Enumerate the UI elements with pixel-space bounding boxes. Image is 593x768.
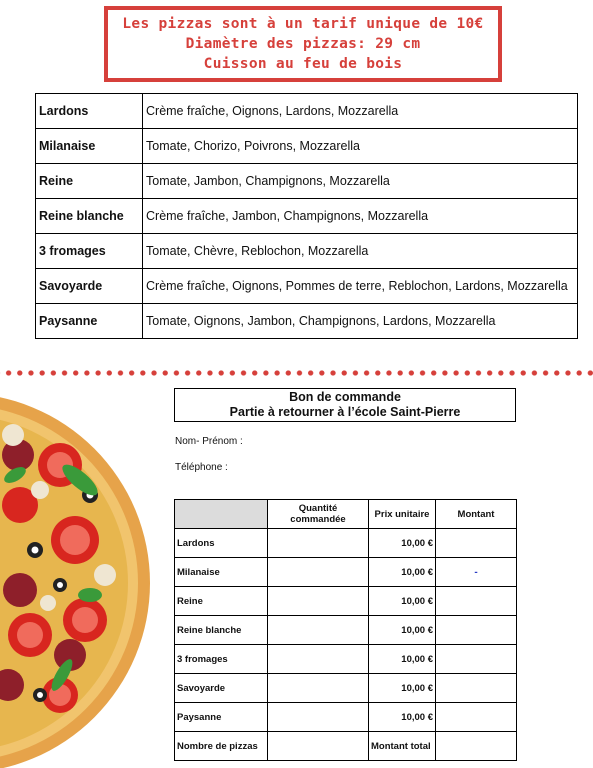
order-row xyxy=(175,616,517,645)
menu-ingredients: Crème fraîche, Jambon, Champignons, Mozzarella xyxy=(143,199,578,234)
amount-header: Montant xyxy=(436,500,517,529)
menu-ingredients: Tomate, Jambon, Champignons, Mozzarella xyxy=(143,164,578,199)
order-row xyxy=(175,674,517,703)
amount-cell[interactable] xyxy=(436,645,517,674)
menu-pizza-name: Lardons xyxy=(36,94,143,129)
order-pizza-name: Savoyarde xyxy=(175,674,268,703)
quantity-header-line2: commandée xyxy=(290,514,346,525)
quantity-header xyxy=(268,500,369,529)
amount-cell[interactable] xyxy=(436,558,517,587)
pizza-illustration xyxy=(0,395,160,768)
menu-row xyxy=(36,129,578,164)
name-field-label: Nom- Prénom : xyxy=(175,436,243,447)
order-pizza-name: 3 fromages xyxy=(175,645,268,674)
menu-ingredients: Tomate, Chorizo, Poivrons, Mozzarella xyxy=(143,129,578,164)
banner-line-1: Les pizzas sont à un tarif unique de 10€ xyxy=(122,16,484,32)
menu-pizza-name: Reine xyxy=(36,164,143,199)
quantity-cell[interactable] xyxy=(268,674,369,703)
order-header-blank xyxy=(175,500,268,529)
menu-row xyxy=(36,269,578,304)
dotted-cut-line xyxy=(0,370,593,376)
quantity-cell[interactable] xyxy=(268,616,369,645)
order-pizza-name: Reine xyxy=(175,587,268,616)
menu-row xyxy=(36,199,578,234)
quantity-cell[interactable] xyxy=(268,587,369,616)
order-row xyxy=(175,529,517,558)
menu-ingredients: Crème fraîche, Oignons, Lardons, Mozzarella xyxy=(143,94,578,129)
menu-pizza-name: Reine blanche xyxy=(36,199,143,234)
phone-field-label: Téléphone : xyxy=(175,462,228,473)
menu-row xyxy=(36,94,578,129)
menu-row xyxy=(36,164,578,199)
order-form-heading: Bon de commande xyxy=(289,390,401,404)
order-footer-row xyxy=(175,732,517,761)
order-row xyxy=(175,703,517,732)
unit-price-cell: 10,00 € xyxy=(369,674,436,703)
banner-line-2: Diamètre des pizzas: 29 cm xyxy=(185,36,421,52)
price-banner xyxy=(104,6,502,82)
amount-cell[interactable] xyxy=(436,587,517,616)
amount-cell[interactable] xyxy=(436,674,517,703)
order-pizza-name: Lardons xyxy=(175,529,268,558)
pen-mark: - xyxy=(474,566,478,578)
quantity-header-line1: Quantité xyxy=(298,503,338,514)
order-form-title xyxy=(174,388,516,422)
unit-price-cell: 10,00 € xyxy=(369,558,436,587)
order-header-row xyxy=(175,500,517,529)
quantity-cell[interactable] xyxy=(268,558,369,587)
menu-pizza-name: Savoyarde xyxy=(36,269,143,304)
unit-price-header: Prix unitaire xyxy=(369,500,436,529)
menu-row xyxy=(36,234,578,269)
menu-ingredients: Tomate, Chèvre, Reblochon, Mozzarella xyxy=(143,234,578,269)
quantity-cell[interactable] xyxy=(268,703,369,732)
menu-row xyxy=(36,304,578,339)
menu-ingredients: Crème fraîche, Oignons, Pommes de terre, Reblochon, Lardons, Mozzarella xyxy=(143,269,578,304)
quantity-cell[interactable] xyxy=(268,645,369,674)
order-form-subheading: Partie à retourner à l’école Saint-Pierre xyxy=(229,405,461,419)
menu-pizza-name: 3 fromages xyxy=(36,234,143,269)
unit-price-cell: 10,00 € xyxy=(369,587,436,616)
total-amount-cell[interactable] xyxy=(436,732,517,761)
order-row xyxy=(175,645,517,674)
quantity-cell[interactable] xyxy=(268,529,369,558)
order-pizza-name: Reine blanche xyxy=(175,616,268,645)
amount-cell[interactable] xyxy=(436,616,517,645)
order-table xyxy=(174,499,517,761)
menu-pizza-name: Paysanne xyxy=(36,304,143,339)
unit-price-cell: 10,00 € xyxy=(369,703,436,732)
pizza-count-label: Nombre de pizzas xyxy=(175,732,268,761)
order-row xyxy=(175,587,517,616)
amount-cell[interactable] xyxy=(436,529,517,558)
pizza-count-cell[interactable] xyxy=(268,732,369,761)
order-row xyxy=(175,558,517,587)
menu-ingredients: Tomate, Oignons, Jambon, Champignons, Lardons, Mozzarella xyxy=(143,304,578,339)
order-pizza-name: Milanaise xyxy=(175,558,268,587)
order-pizza-name: Paysanne xyxy=(175,703,268,732)
unit-price-cell: 10,00 € xyxy=(369,529,436,558)
unit-price-cell: 10,00 € xyxy=(369,645,436,674)
unit-price-cell: 10,00 € xyxy=(369,616,436,645)
amount-cell[interactable] xyxy=(436,703,517,732)
banner-line-3: Cuisson au feu de bois xyxy=(203,56,403,72)
menu-pizza-name: Milanaise xyxy=(36,129,143,164)
pizza-menu-table xyxy=(35,93,578,339)
total-amount-label: Montant total xyxy=(369,732,436,761)
